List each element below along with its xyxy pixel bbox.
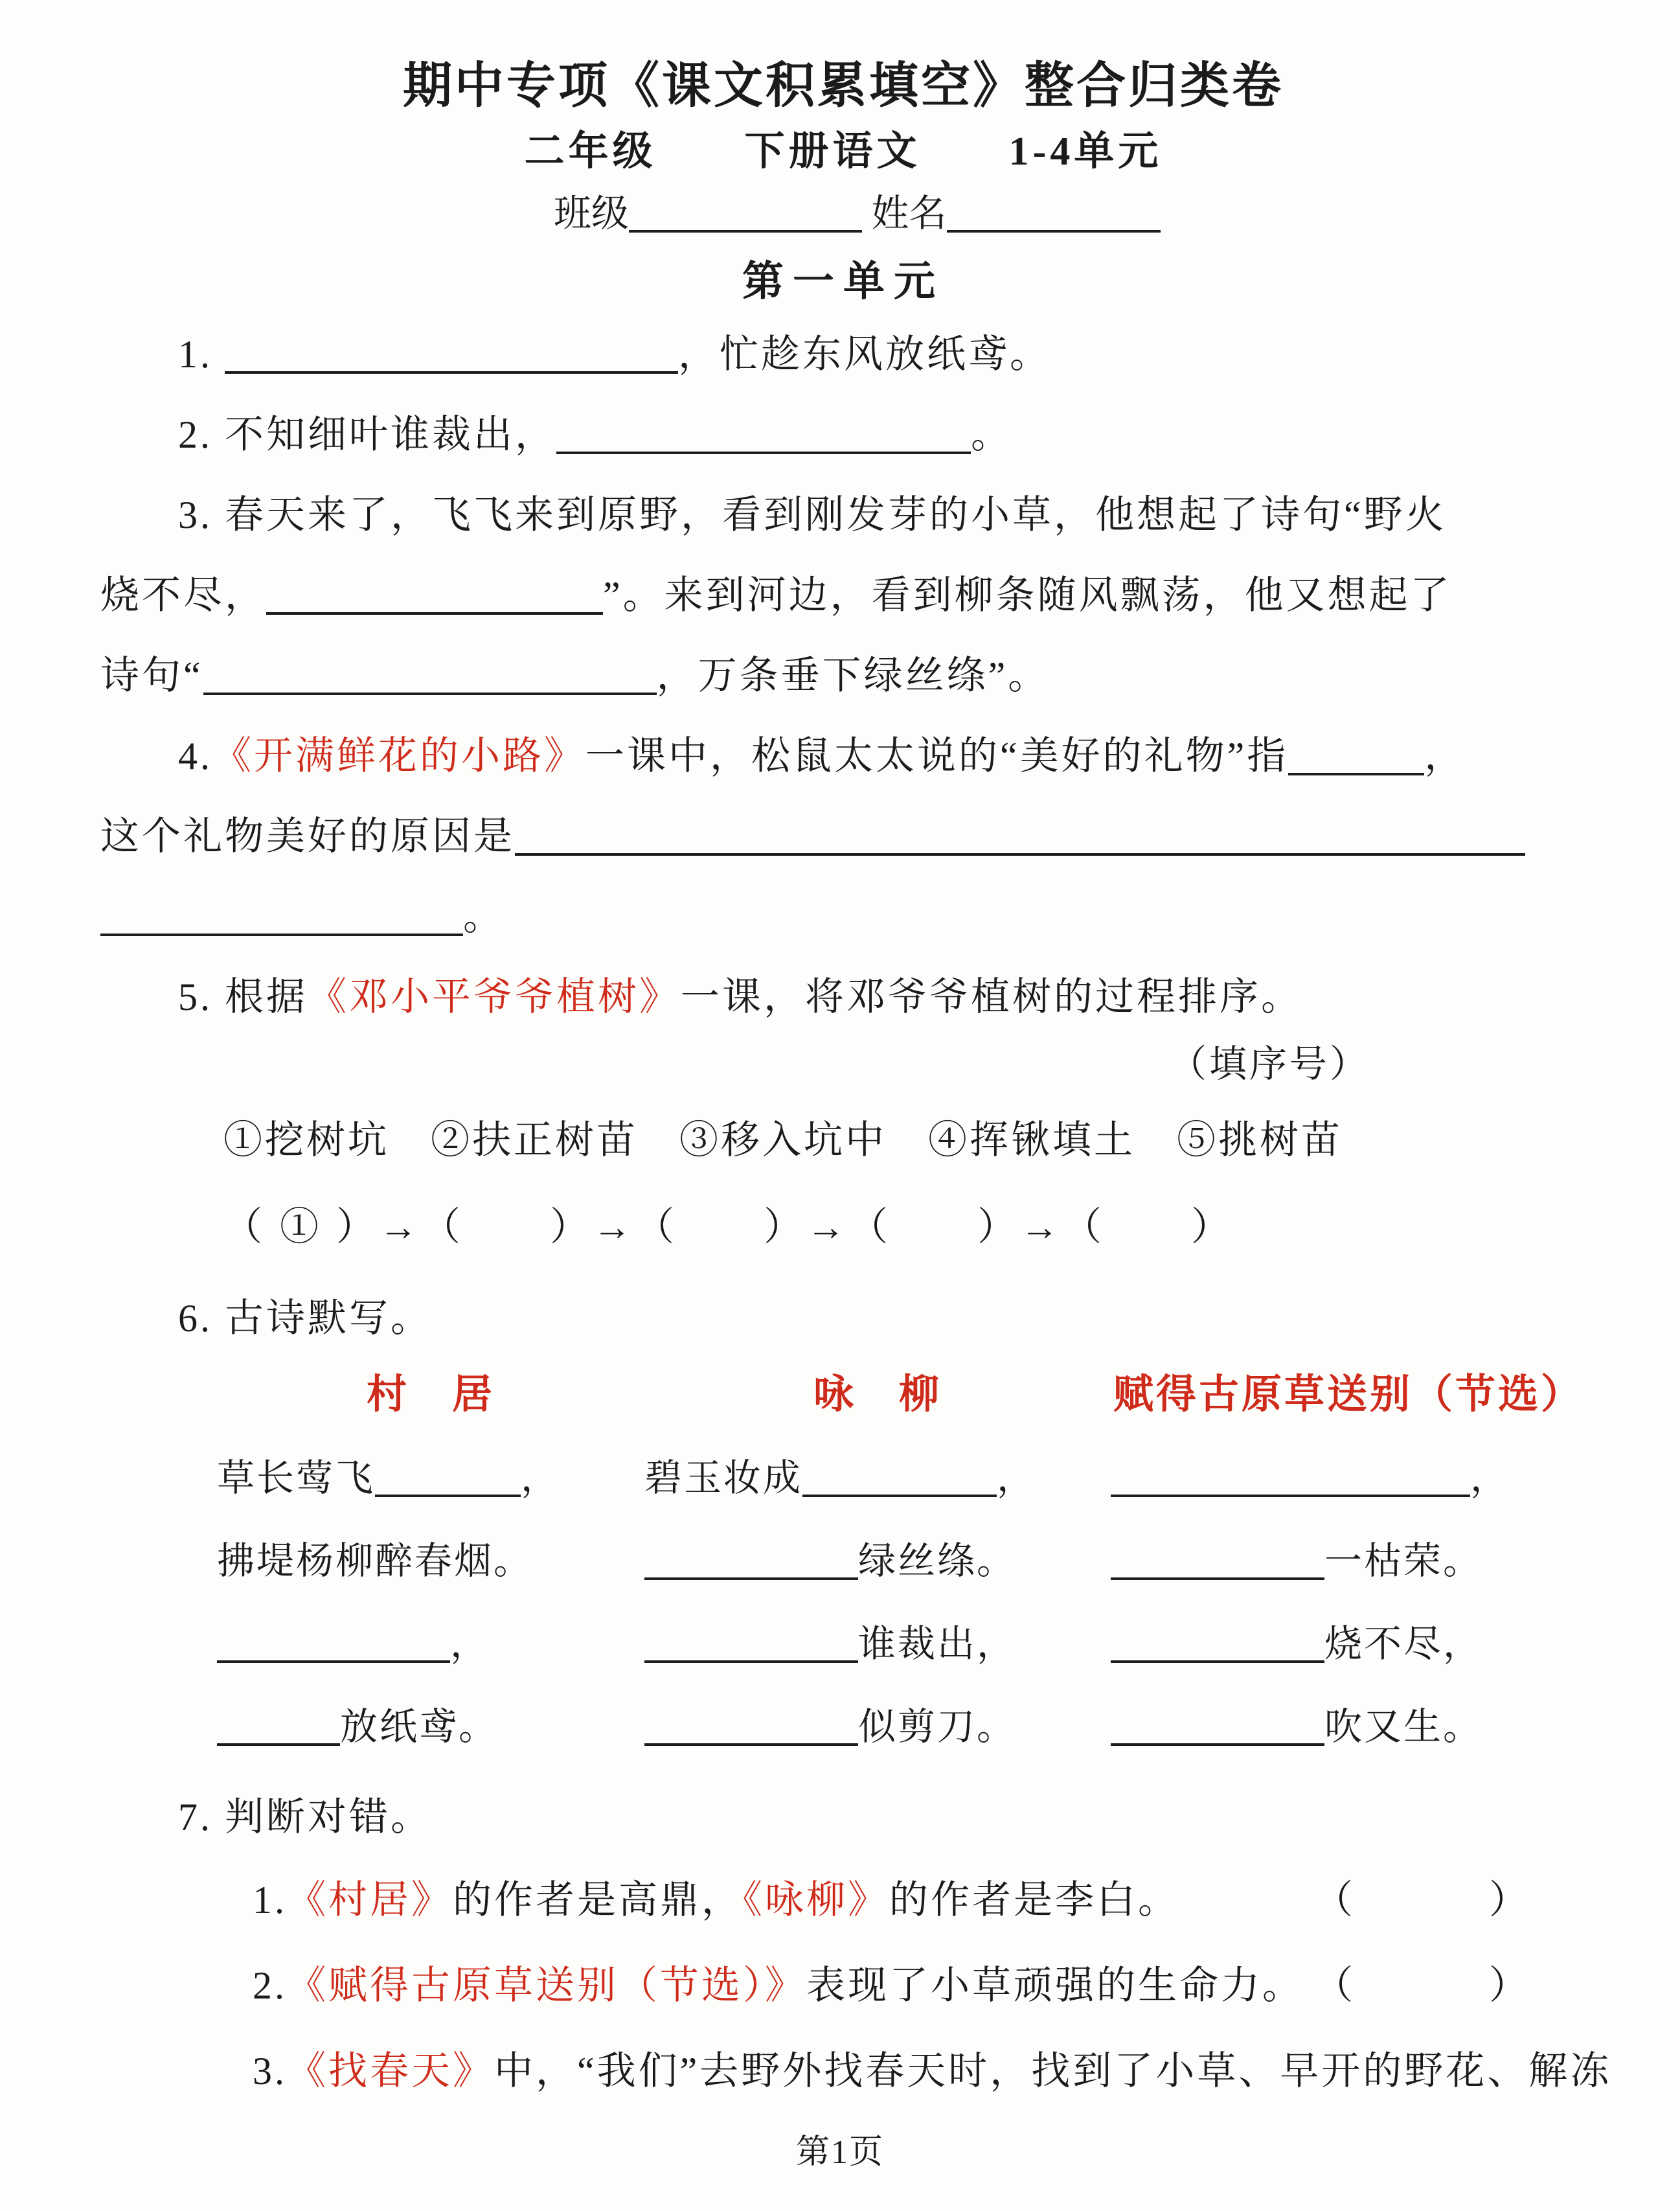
poem-text: 似剪刀。 bbox=[858, 1706, 1017, 1748]
judge-book-title: 《咏柳》 bbox=[743, 1879, 889, 1921]
q7-label-text: 判断对错。 bbox=[225, 1796, 432, 1839]
name-blank[interactable] bbox=[947, 199, 1161, 233]
q3-line1-text: 春天来了，飞飞来到原野，看到刚发芽的小草，他想起了诗句“野火 bbox=[225, 494, 1447, 536]
judge-number: 1. bbox=[253, 1879, 287, 1921]
q3-line3-tail: ，万条垂下绿丝绦”。 bbox=[656, 654, 1050, 697]
poem-blank[interactable] bbox=[1111, 1546, 1324, 1580]
q4-lesson-title: 《开满鲜花的小路》 bbox=[212, 735, 585, 777]
q4-line2-text: 这个礼物美好的原因是 bbox=[100, 815, 515, 858]
q4-period: 。 bbox=[463, 895, 505, 938]
poem-text: 草长莺飞 bbox=[217, 1457, 376, 1499]
question-1 bbox=[100, 314, 1586, 395]
q4-line1-text: 一课中，松鼠太太说的“美好的礼物”指 bbox=[585, 735, 1289, 777]
question-5 bbox=[100, 957, 1586, 1037]
judge-item-text bbox=[253, 1945, 1304, 2026]
poem-cell-r4c3 bbox=[1111, 1689, 1586, 1765]
poem-cell-r1c1 bbox=[217, 1440, 644, 1517]
page-subtitle: 二年级 下册语文 1-4单元 bbox=[524, 130, 1163, 174]
judge-item-1 bbox=[100, 1860, 1586, 1940]
class-blank[interactable] bbox=[629, 199, 862, 233]
poem-blank[interactable] bbox=[1111, 1712, 1324, 1746]
poem-text: 一枯荣。 bbox=[1324, 1540, 1483, 1582]
poem-text: 谁裁出， bbox=[858, 1623, 1017, 1665]
judge-text: 的作者是李白。 bbox=[889, 1879, 1179, 1921]
judge-answer-paren[interactable]: （ ） bbox=[1314, 1964, 1547, 2007]
poem-text: ， bbox=[521, 1457, 561, 1499]
q2-period: 。 bbox=[971, 413, 1012, 456]
q1-number: 1. bbox=[178, 333, 212, 376]
question-3-line3 bbox=[100, 636, 1586, 716]
question-7-label bbox=[100, 1777, 1586, 1857]
name-label: 姓名 bbox=[871, 192, 947, 235]
poem-text: 绿丝绦。 bbox=[858, 1540, 1017, 1582]
poem-blank[interactable] bbox=[217, 1712, 340, 1746]
judge-number: 3. bbox=[253, 2050, 287, 2092]
judge-text: 表现了小草顽强的生命力。 bbox=[806, 1964, 1304, 2007]
poem-text: ， bbox=[997, 1457, 1037, 1499]
q6-label-text: 古诗默写。 bbox=[225, 1297, 432, 1340]
q3-blank-2[interactable] bbox=[203, 661, 657, 695]
q4-blank-1[interactable] bbox=[1288, 742, 1424, 775]
poem-text: ， bbox=[1470, 1457, 1510, 1499]
q3-number: 3. bbox=[178, 494, 212, 536]
poem-text: ， bbox=[450, 1623, 490, 1665]
q4-blank-3[interactable] bbox=[100, 902, 463, 936]
poem-cell-r1c3 bbox=[1111, 1440, 1586, 1517]
judge-answer-paren[interactable]: （ ） bbox=[1314, 1879, 1547, 1921]
q1-text: ，忙趁东风放纸鸢。 bbox=[678, 333, 1051, 376]
judge-book-title: 《村居》 bbox=[287, 1879, 453, 1921]
poem-text: 拂堤杨柳醉春烟。 bbox=[217, 1540, 534, 1582]
q3-line3-lead: 诗句“ bbox=[100, 654, 203, 697]
poem-blank[interactable] bbox=[1111, 1629, 1324, 1663]
poem-blank[interactable] bbox=[375, 1463, 521, 1497]
judge-item-text bbox=[253, 2031, 1611, 2111]
poem-title-cunju: 村 居 bbox=[366, 1373, 495, 1417]
judge-number: 2. bbox=[253, 1964, 287, 2007]
q5-sequence[interactable]: （ ① ）→（ ）→（ ）→（ ）→（ ） bbox=[223, 1206, 1234, 1248]
poem-cell-r4c2 bbox=[644, 1689, 1111, 1765]
poem-cell-r2c2 bbox=[644, 1523, 1111, 1599]
question-3-line2 bbox=[100, 555, 1586, 636]
q5-tail: 一课，将邓爷爷植树的过程排序。 bbox=[681, 976, 1302, 1018]
poem-cell-r3c3 bbox=[1111, 1606, 1586, 1682]
poem-blank[interactable] bbox=[802, 1463, 997, 1497]
poem-text: 碧玉妆成 bbox=[644, 1457, 803, 1499]
page-title: 期中专项《课文积累填空》整合归类卷 bbox=[403, 59, 1284, 113]
q3-blank-1[interactable] bbox=[266, 581, 603, 615]
q7-number: 7. bbox=[178, 1796, 212, 1839]
question-2 bbox=[100, 395, 1586, 475]
q2-blank[interactable] bbox=[556, 420, 971, 454]
q3-line2-lead: 烧不尽， bbox=[100, 574, 266, 617]
judge-item-2 bbox=[100, 1945, 1586, 2026]
q5-hint: （填序号） bbox=[1169, 1043, 1370, 1085]
poem-title-yongliu: 咏 柳 bbox=[813, 1373, 942, 1417]
poem-text: 吹又生。 bbox=[1324, 1706, 1483, 1748]
q3-line2-tail: ”。来到河边，看到柳条随风飘荡，他又想起了 bbox=[603, 574, 1452, 617]
poem-title-fudegu: 赋得古原草送别（节选） bbox=[1113, 1373, 1584, 1417]
q6-number: 6. bbox=[178, 1297, 212, 1340]
poem-cell-r3c1 bbox=[217, 1606, 644, 1682]
poem-cell-r2c3 bbox=[1111, 1523, 1586, 1599]
class-name-line bbox=[554, 185, 1586, 243]
question-4-line3 bbox=[100, 876, 1586, 957]
poem-cell-r4c1 bbox=[217, 1689, 644, 1765]
question-4-line1 bbox=[100, 716, 1586, 796]
poem-blank[interactable] bbox=[1111, 1463, 1470, 1497]
q1-blank[interactable] bbox=[225, 340, 678, 374]
judge-book-title: 《赋得古原草送别（节选）》 bbox=[287, 1964, 806, 2007]
question-6-label bbox=[100, 1278, 1586, 1358]
poem-blank[interactable] bbox=[644, 1712, 858, 1746]
judge-item-3 bbox=[100, 2031, 1612, 2111]
question-3-line1 bbox=[100, 475, 1586, 555]
q2-number: 2. bbox=[178, 413, 212, 456]
q4-comma: ， bbox=[1424, 735, 1466, 777]
judge-text: 的作者是高鼎， bbox=[453, 1879, 743, 1921]
poem-blank[interactable] bbox=[217, 1629, 450, 1663]
q5-lesson-title: 《邓小平爷爷植树》 bbox=[308, 976, 681, 1018]
question-4-line2 bbox=[100, 796, 1586, 876]
q5-options: ①挖树坑 ②扶正树苗 ③移入坑中 ④挥锹填土 ⑤挑树苗 bbox=[223, 1119, 1343, 1162]
q2-text: 不知细叶谁裁出， bbox=[225, 413, 556, 456]
poem-cell-r2c1 bbox=[217, 1523, 644, 1599]
judge-book-title: 《找春天》 bbox=[287, 2050, 494, 2092]
poem-blank[interactable] bbox=[644, 1629, 858, 1663]
judge-item-text bbox=[253, 1860, 1179, 1940]
poem-grid bbox=[217, 1362, 1586, 1765]
section-title: 第一单元 bbox=[742, 258, 944, 304]
class-label: 班级 bbox=[554, 192, 630, 235]
q5-lead: 根据 bbox=[225, 976, 308, 1018]
q5-number: 5. bbox=[178, 976, 212, 1018]
page-number: 第1页 bbox=[795, 2134, 884, 2171]
poem-text: 烧不尽， bbox=[1324, 1623, 1483, 1665]
q4-blank-2[interactable] bbox=[515, 822, 1525, 856]
poem-cell-r3c2 bbox=[644, 1606, 1111, 1682]
q4-number: 4. bbox=[178, 735, 212, 777]
poem-cell-r1c2 bbox=[644, 1440, 1111, 1517]
judge-text: 中，“我们”去野外找春天时，找到了小草、早开的野花、解冻 bbox=[494, 2050, 1612, 2092]
poem-text: 放纸鸢。 bbox=[340, 1706, 499, 1748]
poem-blank[interactable] bbox=[644, 1546, 858, 1580]
